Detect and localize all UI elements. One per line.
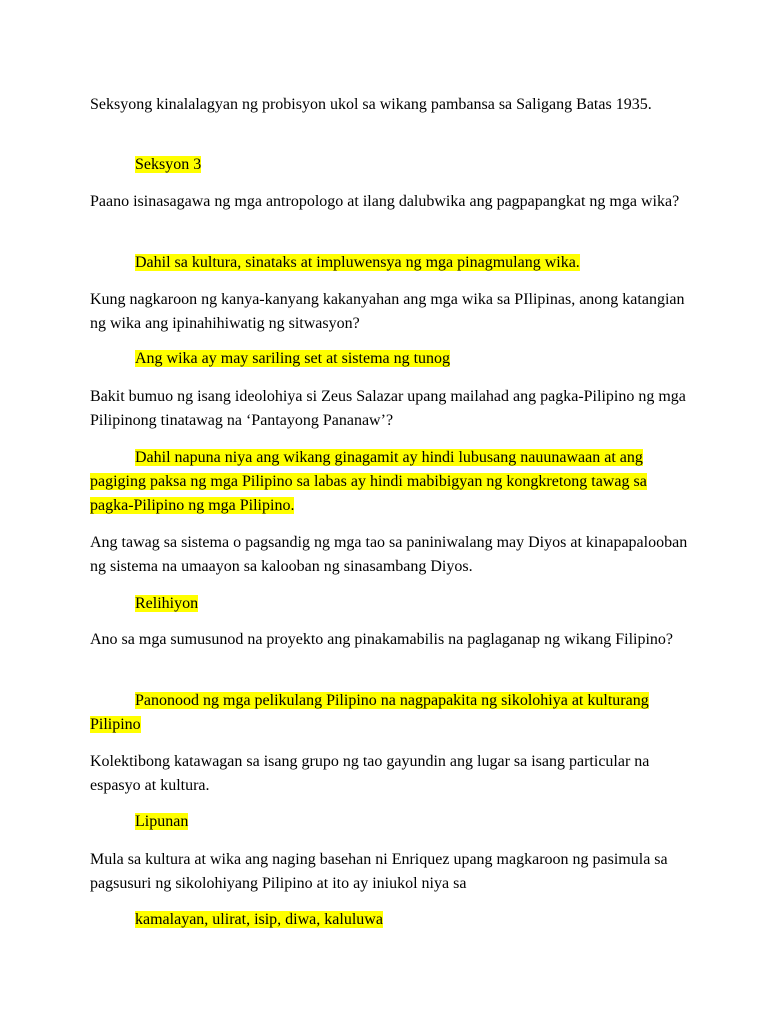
qa-item-4 bbox=[90, 385, 690, 433]
question-5: Ang tawag sa sistema o pagsandig ng mga tao sa paniniwalang may Diyos at kinapapalooban ng sistema na umaayon sa kalooban ng sinasambang Diyos. bbox=[90, 534, 688, 575]
question-8: Mula sa kultura at wika ang naging basehan ni Enriquez upang magkaroon ng pasimula sa pagsusuri ng sikolohiyang Pilipino at ito ay iniukol niya sa bbox=[90, 851, 668, 892]
qa-item-3 bbox=[90, 288, 690, 336]
answer-4 bbox=[90, 446, 690, 518]
question-4: Bakit bumuo ng isang ideolohiya si Zeus Salazar upang mailahad ang pagka-Pilipino ng mga Pilipinong tinatawag na ‘Pantayong Pananaw’? bbox=[90, 388, 686, 429]
qa-item-2 bbox=[90, 190, 690, 214]
qa-item-1 bbox=[90, 93, 690, 117]
answer-highlight-4: Dahil napuna niya ang wikang ginagamit ay hindi lubusang nauunawaan at ang pagiging paksa ng mga Pilipino sa labas ay hindi mabibigyan ng kongkretong tawag sa pagka-Pilipino ng mga Pilipino. bbox=[90, 449, 647, 514]
answer-highlight-2: Dahil sa kultura, sinataks at impluwensya ng mga pinagmulang wika. bbox=[135, 254, 580, 271]
answer-8 bbox=[90, 908, 690, 932]
question-6: Ano sa mga sumusunod na proyekto ang pinakamabilis na paglaganap ng wikang Filipino? bbox=[90, 631, 673, 648]
answer-highlight-7: Lipunan bbox=[135, 813, 189, 830]
answer-highlight-8: kamalayan, ulirat, isip, diwa, kaluluwa bbox=[135, 911, 383, 928]
question-1: Seksyong kinalalagyan ng probisyon ukol sa wikang pambansa sa Saligang Batas 1935. bbox=[90, 96, 652, 113]
answer-block-2 bbox=[90, 251, 690, 275]
answer-7 bbox=[90, 810, 690, 834]
answer-highlight-3: Ang wika ay may sariling set at sistema ng tunog bbox=[135, 350, 451, 367]
qa-item-8 bbox=[90, 848, 690, 896]
answer-highlight-6: Panonood ng mga pelikulang Pilipino na nagpapakita ng sikolohiya at kulturang Pilipino bbox=[90, 692, 649, 733]
answer-highlight-1: Seksyon 3 bbox=[135, 156, 202, 173]
question-2: Paano isinasagawa ng mga antropologo at ilang dalubwika ang pagpapangkat ng mga wika? bbox=[90, 193, 680, 210]
answer-block-6 bbox=[90, 689, 690, 737]
answer-1 bbox=[90, 153, 690, 177]
answer-block-8 bbox=[90, 908, 690, 932]
qa-item-6 bbox=[90, 628, 690, 652]
answer-block-3 bbox=[90, 347, 690, 371]
answer-block-1 bbox=[90, 153, 690, 177]
answer-5 bbox=[90, 592, 690, 616]
answer-block-5 bbox=[90, 592, 690, 616]
question-7: Kolektibong katawagan sa isang grupo ng tao gayundin ang lugar sa isang particular na espasyo at kultura. bbox=[90, 753, 650, 794]
answer-6 bbox=[90, 689, 690, 737]
answer-highlight-5: Relihiyon bbox=[135, 595, 199, 612]
answer-block-7 bbox=[90, 810, 690, 834]
answer-2 bbox=[90, 251, 690, 275]
question-3: Kung nagkaroon ng kanya-kanyang kakanyahan ang mga wika sa PIlipinas, anong katangian ng wika ang ipinahihiwatig ng sitwasyon? bbox=[90, 291, 685, 332]
answer-block-4 bbox=[90, 446, 690, 518]
qa-item-5 bbox=[90, 531, 690, 579]
qa-item-7 bbox=[90, 750, 690, 798]
answer-3 bbox=[90, 347, 690, 371]
